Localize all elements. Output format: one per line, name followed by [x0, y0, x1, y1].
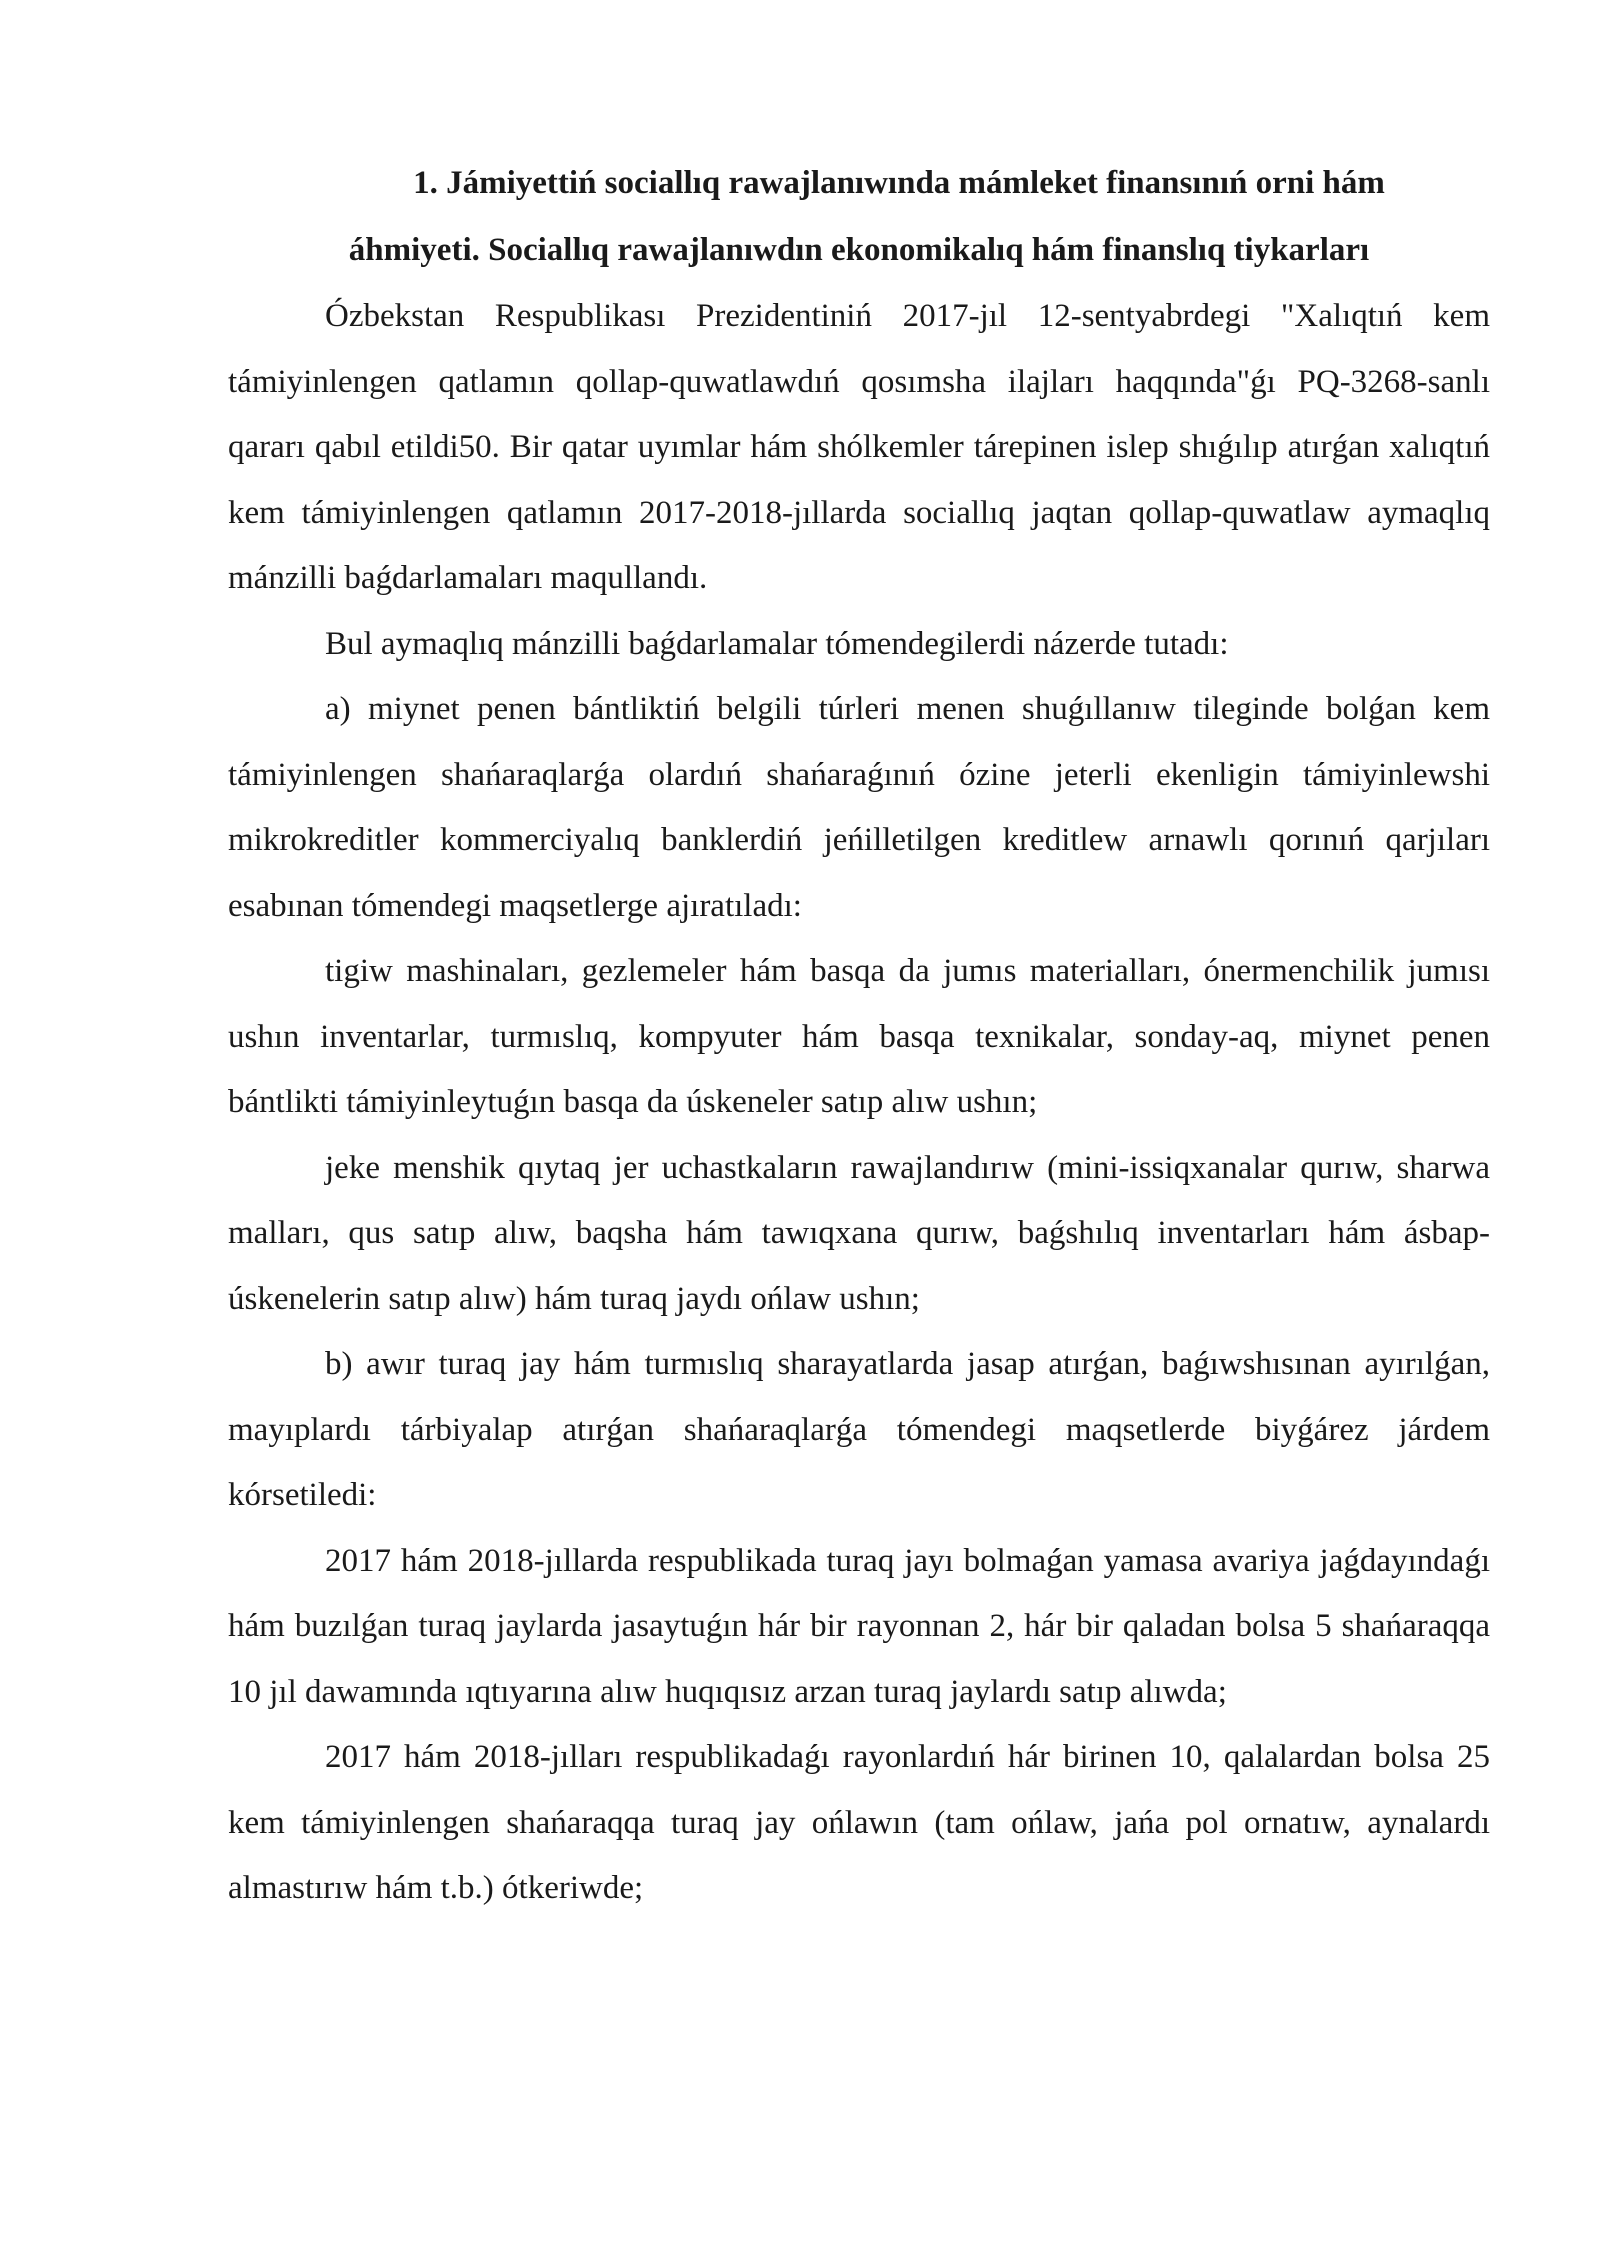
paragraph-housing-purchase: 2017 hám 2018-jıllarda respublikada turaq jayı bolmaǵan yamasa avariya jaǵdayındaǵı hám buzılǵan turaq jaylarda jasaytuǵın hár bir rayonnan 2, hár bir qaladan bolsa 5 shańaraqqa 10 jıl dawamında ıqtıyarına alıw huqıqısız arzan turaq jaylardı satıp alıwda; [228, 1542, 1490, 1710]
document-page [228, 150, 1490, 1922]
paragraph-decree: Ózbekstan Respublikası Prezidentiniń 2017-jıl 12-sentyabrdegi "Xalıqtıń kem támiyinlengen qatlamın qollap-quwatlawdıń qosımsha ilajları haqqında"ǵı PQ-3268-sanlı qararı qabıl etildi50. Bir qatar uyımlar hám shólkemler tárepinen islep shıǵılıp atırǵan xalıqtıń kem támiyinlengen qatlamın 2017-2018-jıllarda sociallıq jaqtan qollap-quwatlaw aymaqlıq mánzilli baǵdarlamaları maqullandı. [228, 298, 1490, 596]
paragraph-land-plots: jeke menshik qıytaq jer uchastkaların rawajlandırıw (mini-issiqxanalar qurıw, sharwa malları, qus satıp alıw, baqsha hám tawıqxana qurıw, baǵshılıq inventarları hám ásbap-úskenelerin satıp alıw) hám turaq jaydı ońlaw ushın; [228, 1149, 1490, 1317]
paragraph-item-b: b) awır turaq jay hám turmıslıq sharayatlarda jasap atırǵan, baǵıwshısınan ayırılǵan, mayıplardı tárbiyalap atırǵan shańaraqlarǵa tómendegi maqsetlerde biyǵárez járdem kórsetiledi: [228, 1346, 1490, 1513]
paragraph-item-a: a) miynet penen bántliktiń belgili túrleri menen shuǵıllanıw tileginde bolǵan kem támiyinlengen shańaraqlarǵa olardıń shańaraǵınıń ózine jeterli ekenligin támiyinlewshi mikrokreditler kommerciyalıq banklerdiń jeńilletilgen kreditlew arnawlı qorınıń qarjıları esabınan tómendegi maqsetlerge ajıratıladı: [228, 691, 1490, 924]
section-heading [228, 150, 1490, 284]
paragraph-programs-intro: Bul aymaqlıq mánzilli baǵdarlamalar tómendegilerdi názerde tutadı: [325, 625, 1229, 662]
paragraph-equipment: tigiw mashinaları, gezlemeler hám basqa da jumıs materialları, ónermenchilik jumısı ushın inventarlar, turmıslıq, kompyuter hám basqa texnikalar, sonday-aq, miynet penen bántlikti támiyinleytuǵın basqa da úskeneler satıp alıw ushın; [228, 953, 1490, 1120]
heading-line-1: 1. Jámiyettiń sociallıq rawajlanıwında mámleket finansınıń orni hám [413, 165, 1385, 201]
paragraph-housing-repair: 2017 hám 2018-jılları respublikadaǵı rayonlardıń hár birinen 10, qalalardan bolsa 25 kem támiyinlengen shańaraqqa turaq jay ońlawın (tam ońlaw, jańa pol ornatıw, aynalardı almastırıw hám t.b.) ótkeriwde; [228, 1739, 1490, 1906]
heading-line-2: áhmiyeti. Sociallıq rawajlanıwdın ekonomikalıq hám finanslıq tiykarları [348, 232, 1370, 268]
